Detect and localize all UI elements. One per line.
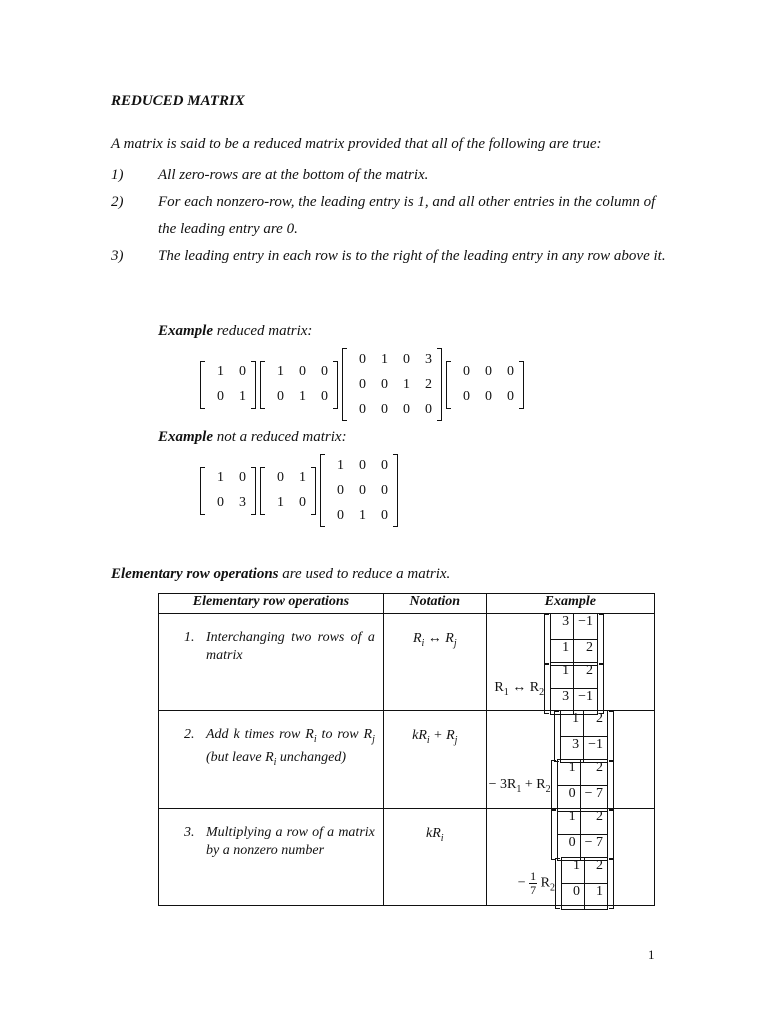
matrix-entry: 2: [580, 809, 607, 835]
header-operations: Elementary row operations: [159, 594, 384, 614]
matrix-entry: 0: [277, 470, 284, 485]
rule-text: For each nonzero-row, the leading entry is 1, and all other entries in the column of the leading entry are 0.: [158, 194, 656, 237]
matrix-entry: 2: [574, 663, 598, 689]
matrix-entry: 0: [299, 364, 306, 379]
notation-cell: [383, 711, 486, 809]
rule-text: All zero-rows are at the bottom of the matrix.: [158, 167, 429, 183]
matrix-entry: 1: [557, 809, 580, 835]
operation-label: − $\frac{1}{7}$ $R_2$: [517, 869, 555, 897]
example-bold: Example: [158, 323, 213, 339]
matrix-entry: 1: [562, 858, 585, 884]
matrix-entry: 3: [551, 689, 574, 715]
operation-number: 1.: [184, 630, 195, 645]
notation-text: $kR_i + R_j$: [412, 728, 458, 746]
matrix-entry: 0: [425, 401, 432, 417]
rule-text: The leading entry in each row is to the right of the leading entry in any row above it.: [158, 248, 666, 264]
matrix-entry: 3: [425, 351, 432, 367]
matrix-entry: −1: [584, 737, 608, 763]
reduced-matrix: [200, 360, 256, 410]
matrix-entry: 0: [557, 835, 580, 861]
matrix-entry: 3: [561, 737, 584, 763]
operation-cell: [159, 809, 384, 906]
matrix-entry: 0: [217, 495, 224, 510]
operation-number: 3.: [184, 825, 195, 840]
page-title: REDUCED MATRIX: [111, 93, 245, 109]
matrix-entry: 0: [403, 351, 410, 367]
matrix-entry: 0: [485, 389, 492, 404]
header-notation: Notation: [383, 594, 486, 614]
example-rest: reduced matrix:: [216, 323, 313, 339]
example-cell: [486, 711, 654, 809]
matrix-entry: 1: [381, 351, 388, 367]
matrix-entry: 0: [277, 389, 284, 404]
rule-2: [111, 189, 671, 243]
matrix-entry: 0: [239, 470, 246, 485]
matrix-entry: −1: [574, 689, 598, 715]
not-reduced-matrix: [260, 466, 316, 516]
page-number: 1: [648, 947, 655, 962]
table-row: [159, 809, 655, 906]
example-bold: Example: [158, 429, 213, 445]
operation-number: 2.: [184, 727, 195, 742]
matrix-entry: 1: [217, 470, 224, 485]
matrix-entry: 1: [239, 389, 246, 404]
rule-3: [111, 243, 671, 297]
example-after-matrix: [551, 759, 614, 812]
header-example: Example: [486, 594, 654, 614]
matrix-entry: 0: [337, 507, 344, 523]
matrix-entry: 0: [321, 364, 328, 379]
elementary-rest: are used to reduce a matrix.: [282, 566, 451, 582]
matrix-entry: 1: [551, 663, 574, 689]
matrix-entry: 0: [217, 389, 224, 404]
matrix-entry: − 7: [580, 786, 607, 812]
matrix-entry: 1: [561, 711, 584, 737]
example-before-matrix: [544, 613, 604, 666]
rule-number: 3): [111, 248, 124, 264]
matrix-entry: 0: [381, 507, 388, 523]
matrix-entry: 0: [359, 401, 366, 417]
matrix-entry: 2: [585, 858, 608, 884]
example-not-reduced-label: [158, 429, 347, 446]
not-reduced-matrix: [320, 453, 398, 528]
matrix-entry: 0: [239, 364, 246, 379]
matrix-entry: 3: [239, 495, 246, 510]
notation-text: $kR_i$: [426, 826, 444, 844]
matrix-entry: 0: [381, 401, 388, 417]
row-operations-table: [158, 593, 655, 906]
matrix-entry: 2: [574, 640, 598, 666]
table-header-row: [159, 594, 655, 614]
example-before-matrix: [551, 808, 614, 861]
operation-description: Interchanging two rows of a matrix: [206, 630, 375, 663]
notation-cell: [383, 614, 486, 711]
matrix-entry: 1: [557, 760, 580, 786]
matrix-entry: 0: [359, 482, 366, 498]
matrix-entry: 0: [359, 457, 366, 473]
intro-text: A matrix is said to be a reduced matrix provided that all of the following are true:: [111, 136, 602, 152]
matrix-entry: 3: [551, 614, 574, 640]
matrix-entry: 1: [299, 389, 306, 404]
example-reduced-label: [158, 323, 312, 340]
example-cell: [486, 614, 654, 711]
matrix-entry: 0: [337, 482, 344, 498]
matrix-entry: 1: [551, 640, 574, 666]
matrix-entry: 0: [359, 351, 366, 367]
elementary-bold: Elementary row operations: [111, 566, 279, 582]
matrix-entry: 2: [425, 376, 432, 392]
reduced-matrix: [342, 347, 442, 422]
not-reduced-matrices: [200, 453, 398, 528]
example-rest: not a reduced matrix:: [216, 429, 347, 445]
notation-text: $R_i$ ↔ $R_j$: [412, 631, 457, 649]
reduced-matrix: [260, 360, 338, 410]
example-before-matrix: [554, 710, 614, 763]
operation-description: Add k times row $R_i$ to row $R_j$ (but leave $R_i$ unchanged): [206, 727, 375, 768]
operation-cell: [159, 711, 384, 809]
matrix-entry: − 7: [580, 835, 607, 861]
rule-number: 2): [111, 194, 124, 210]
matrix-entry: 0: [299, 495, 306, 510]
example-after-matrix: [555, 857, 614, 910]
matrix-entry: −1: [574, 614, 598, 640]
matrix-entry: 0: [321, 389, 328, 404]
rule-number: 1): [111, 167, 124, 183]
matrix-entry: 2: [580, 760, 607, 786]
matrix-entry: 0: [403, 401, 410, 417]
matrix-entry: 0: [381, 482, 388, 498]
elementary-intro: [111, 566, 450, 583]
example-cell: [486, 809, 654, 906]
rule-1: [111, 162, 671, 189]
matrix-entry: 1: [337, 457, 344, 473]
matrix-entry: 1: [277, 364, 284, 379]
reduced-matrix: [446, 360, 524, 410]
matrix-entry: 0: [485, 364, 492, 379]
reduced-matrices: [200, 347, 524, 422]
operation-description: Multiplying a row of a matrix by a nonzero number: [206, 825, 375, 858]
example-after-matrix: [544, 662, 604, 715]
matrix-entry: 1: [359, 507, 366, 523]
matrix-entry: 1: [217, 364, 224, 379]
matrix-entry: 2: [584, 711, 608, 737]
matrix-entry: 0: [507, 389, 514, 404]
not-reduced-matrix: [200, 466, 256, 516]
matrix-entry: 1: [299, 470, 306, 485]
table-row: [159, 614, 655, 711]
matrix-entry: 0: [463, 364, 470, 379]
matrix-entry: 0: [562, 884, 585, 910]
operation-cell: [159, 614, 384, 711]
matrix-entry: 1: [403, 376, 410, 392]
operation-label: $R_1$ ↔ $R_2$: [494, 679, 545, 698]
matrix-entry: 1: [585, 884, 608, 910]
matrix-entry: 0: [557, 786, 580, 812]
operation-label: − $3R_1 + R_2$: [488, 776, 551, 795]
matrix-entry: 0: [359, 376, 366, 392]
matrix-entry: 0: [381, 376, 388, 392]
notation-cell: [383, 809, 486, 906]
matrix-entry: 0: [463, 389, 470, 404]
table-row: [159, 711, 655, 809]
matrix-entry: 0: [507, 364, 514, 379]
matrix-entry: 1: [277, 495, 284, 510]
matrix-entry: 0: [381, 457, 388, 473]
